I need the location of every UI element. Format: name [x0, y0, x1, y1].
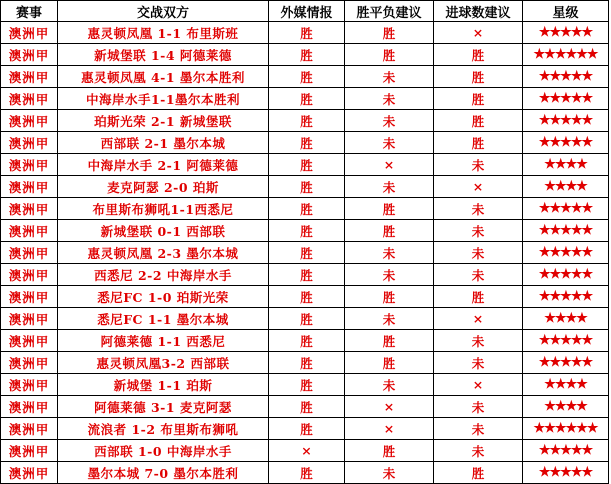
header-rating: 星级	[523, 1, 609, 22]
wdl-cell: 胜	[345, 440, 434, 462]
league-cell: 澳洲甲	[1, 176, 58, 198]
wdl-cell: ×	[345, 396, 434, 418]
rating-stars: ★★★★	[523, 374, 609, 396]
media-cell: 胜	[269, 330, 345, 352]
media-cell: 胜	[269, 242, 345, 264]
media-cell: 胜	[269, 44, 345, 66]
rating-stars: ★★★★	[523, 396, 609, 418]
match-cell: 布里斯布狮吼1-1西悉尼	[58, 198, 269, 220]
goals-cell: 胜	[434, 132, 523, 154]
league-cell: 澳洲甲	[1, 132, 58, 154]
match-cell: 惠灵顿凤凰 4-1 墨尔本胜利	[58, 66, 269, 88]
media-cell: 胜	[269, 66, 345, 88]
match-cell: 惠灵顿凤凰3-2 西部联	[58, 352, 269, 374]
league-cell: 澳洲甲	[1, 44, 58, 66]
wdl-cell: ×	[345, 418, 434, 440]
table-row	[1, 352, 609, 374]
goals-cell: 未	[434, 330, 523, 352]
rating-stars: ★★★★	[523, 308, 609, 330]
table-row	[1, 286, 609, 308]
header-media: 外媒情报	[269, 1, 345, 22]
media-cell: 胜	[269, 396, 345, 418]
wdl-cell: 未	[345, 88, 434, 110]
league-cell: 澳洲甲	[1, 330, 58, 352]
league-cell: 澳洲甲	[1, 286, 58, 308]
media-cell: 胜	[269, 374, 345, 396]
rating-stars: ★★★★★	[523, 110, 609, 132]
league-cell: 澳洲甲	[1, 462, 58, 484]
league-cell: 澳洲甲	[1, 220, 58, 242]
rating-stars: ★★★★★	[523, 242, 609, 264]
match-cell: 新城堡 1-1 珀斯	[58, 374, 269, 396]
table-row	[1, 154, 609, 176]
match-cell: 中海岸水手 2-1 阿德莱德	[58, 154, 269, 176]
goals-cell: 未	[434, 154, 523, 176]
wdl-cell: 未	[345, 110, 434, 132]
table-body	[1, 22, 609, 484]
rating-stars: ★★★★★	[523, 132, 609, 154]
goals-cell: 未	[434, 396, 523, 418]
goals-cell: ×	[434, 176, 523, 198]
wdl-cell: 未	[345, 374, 434, 396]
league-cell: 澳洲甲	[1, 242, 58, 264]
table-row	[1, 22, 609, 44]
goals-cell: 胜	[434, 286, 523, 308]
table-row	[1, 396, 609, 418]
header-wdl: 胜平负建议	[345, 1, 434, 22]
league-cell: 澳洲甲	[1, 110, 58, 132]
league-cell: 澳洲甲	[1, 396, 58, 418]
media-cell: 胜	[269, 132, 345, 154]
wdl-cell: ×	[345, 154, 434, 176]
wdl-cell: 胜	[345, 286, 434, 308]
rating-stars: ★★★★★	[523, 66, 609, 88]
goals-cell: 未	[434, 242, 523, 264]
table-row	[1, 440, 609, 462]
rating-stars: ★★★★★	[523, 22, 609, 44]
media-cell: 胜	[269, 110, 345, 132]
league-cell: 澳洲甲	[1, 198, 58, 220]
table-row	[1, 176, 609, 198]
goals-cell: 未	[434, 440, 523, 462]
match-cell: 西部联 1-0 中海岸水手	[58, 440, 269, 462]
match-cell: 麦克阿瑟 2-0 珀斯	[58, 176, 269, 198]
goals-cell: ×	[434, 22, 523, 44]
table-row	[1, 220, 609, 242]
table-row	[1, 462, 609, 484]
rating-stars: ★★★★★	[523, 286, 609, 308]
rating-stars: ★★★★★★	[523, 418, 609, 440]
media-cell: 胜	[269, 176, 345, 198]
header-row	[1, 1, 609, 22]
goals-cell: 胜	[434, 88, 523, 110]
media-cell: 胜	[269, 308, 345, 330]
match-cell: 惠灵顿凤凰 2-3 墨尔本城	[58, 242, 269, 264]
wdl-cell: 未	[345, 132, 434, 154]
media-cell: 胜	[269, 286, 345, 308]
match-cell: 珀斯光荣 2-1 新城堡联	[58, 110, 269, 132]
wdl-cell: 未	[345, 308, 434, 330]
table-row	[1, 44, 609, 66]
rating-stars: ★★★★★	[523, 220, 609, 242]
goals-cell: 胜	[434, 66, 523, 88]
goals-cell: 胜	[434, 110, 523, 132]
table-row	[1, 308, 609, 330]
wdl-cell: 胜	[345, 198, 434, 220]
league-cell: 澳洲甲	[1, 418, 58, 440]
media-cell: ×	[269, 440, 345, 462]
wdl-cell: 未	[345, 462, 434, 484]
wdl-cell: 未	[345, 66, 434, 88]
league-cell: 澳洲甲	[1, 22, 58, 44]
match-cell: 惠灵顿凤凰 1-1 布里斯班	[58, 22, 269, 44]
table-row	[1, 88, 609, 110]
table-row	[1, 110, 609, 132]
media-cell: 胜	[269, 352, 345, 374]
wdl-cell: 胜	[345, 44, 434, 66]
media-cell: 胜	[269, 462, 345, 484]
league-cell: 澳洲甲	[1, 374, 58, 396]
rating-stars: ★★★★★	[523, 462, 609, 484]
table-row	[1, 66, 609, 88]
match-cell: 阿德莱德 1-1 西悉尼	[58, 330, 269, 352]
match-cell: 新城堡联 0-1 西部联	[58, 220, 269, 242]
wdl-cell: 未	[345, 176, 434, 198]
rating-stars: ★★★★★	[523, 198, 609, 220]
media-cell: 胜	[269, 264, 345, 286]
rating-stars: ★★★★	[523, 154, 609, 176]
goals-cell: ×	[434, 308, 523, 330]
wdl-cell: 胜	[345, 22, 434, 44]
match-cell: 新城堡联 1-4 阿德莱德	[58, 44, 269, 66]
league-cell: 澳洲甲	[1, 440, 58, 462]
goals-cell: 未	[434, 418, 523, 440]
match-cell: 西悉尼 2-2 中海岸水手	[58, 264, 269, 286]
rating-stars: ★★★★★	[523, 440, 609, 462]
match-cell: 阿德莱德 3-1 麦克阿瑟	[58, 396, 269, 418]
wdl-cell: 胜	[345, 220, 434, 242]
media-cell: 胜	[269, 88, 345, 110]
header-goals: 进球数建议	[434, 1, 523, 22]
league-cell: 澳洲甲	[1, 264, 58, 286]
rating-stars: ★★★★★★	[523, 44, 609, 66]
league-cell: 澳洲甲	[1, 88, 58, 110]
header-match: 交战双方	[58, 1, 269, 22]
rating-stars: ★★★★★	[523, 352, 609, 374]
table-row	[1, 330, 609, 352]
media-cell: 胜	[269, 198, 345, 220]
wdl-cell: 未	[345, 242, 434, 264]
goals-cell: 未	[434, 220, 523, 242]
match-cell: 悉尼FC 1-1 墨尔本城	[58, 308, 269, 330]
table-row	[1, 132, 609, 154]
wdl-cell: 胜	[345, 352, 434, 374]
media-cell: 胜	[269, 418, 345, 440]
match-cell: 墨尔本城 7-0 墨尔本胜利	[58, 462, 269, 484]
goals-cell: 未	[434, 264, 523, 286]
league-cell: 澳洲甲	[1, 352, 58, 374]
table-row	[1, 418, 609, 440]
goals-cell: ×	[434, 374, 523, 396]
match-cell: 中海岸水手1-1墨尔本胜利	[58, 88, 269, 110]
goals-cell: 胜	[434, 44, 523, 66]
header-league: 赛事	[1, 1, 58, 22]
media-cell: 胜	[269, 220, 345, 242]
media-cell: 胜	[269, 154, 345, 176]
goals-cell: 胜	[434, 462, 523, 484]
table-row	[1, 242, 609, 264]
table-row	[1, 374, 609, 396]
rating-stars: ★★★★★	[523, 264, 609, 286]
rating-stars: ★★★★	[523, 176, 609, 198]
goals-cell: 未	[434, 352, 523, 374]
match-cell: 西部联 2-1 墨尔本城	[58, 132, 269, 154]
league-cell: 澳洲甲	[1, 66, 58, 88]
wdl-cell: 胜	[345, 330, 434, 352]
table-row	[1, 198, 609, 220]
media-cell: 胜	[269, 22, 345, 44]
rating-stars: ★★★★★	[523, 88, 609, 110]
match-cell: 悉尼FC 1-0 珀斯光荣	[58, 286, 269, 308]
league-cell: 澳洲甲	[1, 154, 58, 176]
match-cell: 流浪者 1-2 布里斯布狮吼	[58, 418, 269, 440]
table-row	[1, 264, 609, 286]
wdl-cell: 未	[345, 264, 434, 286]
goals-cell: 未	[434, 198, 523, 220]
rating-stars: ★★★★★	[523, 330, 609, 352]
league-cell: 澳洲甲	[1, 308, 58, 330]
